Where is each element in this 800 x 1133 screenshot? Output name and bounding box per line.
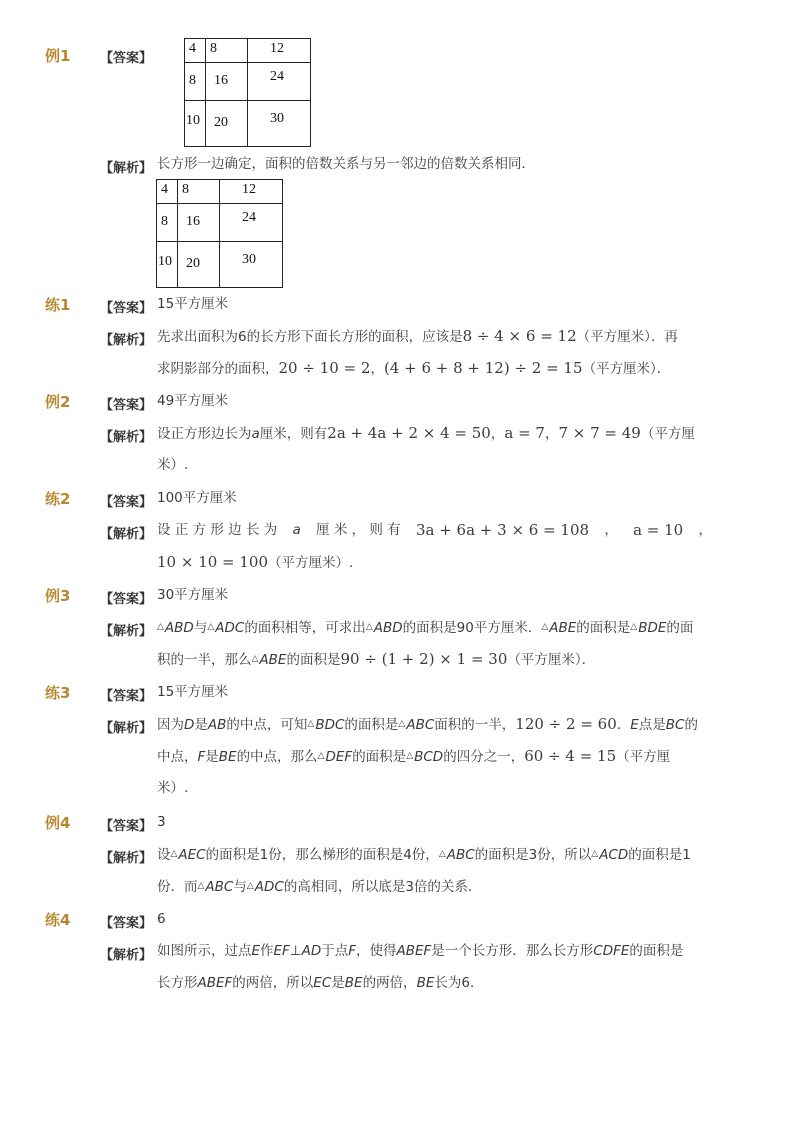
analysis-line: 米）. xyxy=(157,780,189,796)
answer-text: 100平方厘米 xyxy=(157,490,237,506)
triangle-icon: △ xyxy=(197,881,205,891)
analysis-line: 长方形ABEF的两倍，所以EC是BE的两倍，BE长为6． xyxy=(157,975,484,991)
analysis-label: 【解析】 xyxy=(100,527,153,542)
analysis-label: 【解析】 xyxy=(100,161,153,176)
answer-label: 【答案】 xyxy=(100,495,153,510)
answer-text: 30平方厘米 xyxy=(157,587,229,603)
analysis-line: 求阴影部分的面积，20 ÷ 10 = 2，(4 + 6 + 8 + 12) ÷ 2 = 15（平方厘米）． xyxy=(157,359,671,377)
grid-cell: 8 xyxy=(210,41,217,56)
triangle-icon: △ xyxy=(170,849,178,859)
grid-cell: 20 xyxy=(186,256,200,271)
answer-label: 【答案】 xyxy=(100,51,153,66)
grid-cell: 8 xyxy=(189,73,196,88)
analysis-grid xyxy=(156,179,283,288)
answer-label: 【答案】 xyxy=(100,398,153,413)
triangle-icon: △ xyxy=(406,751,414,761)
analysis-line: 中点，F是BE的中点，那么△DEF的面积是△BCD的四分之一，60 ÷ 4 = 15（平方厘 xyxy=(157,747,671,765)
analysis-line: 米）. xyxy=(157,457,189,473)
analysis-line: 设△AEC的面积是1份，那么梯形的面积是4份，△ABC的面积是3份，所以△ACD的面积是1 xyxy=(157,847,691,863)
problem-number: 例3 xyxy=(45,587,71,605)
grid-cell: 24 xyxy=(242,210,256,225)
analysis-line: 因为D是AB的中点，可知△BDC的面积是△ABC面积的一半，120 ÷ 2 = 60．E点是BC的 xyxy=(157,715,698,733)
grid-cell: 30 xyxy=(270,111,284,126)
answer-label: 【答案】 xyxy=(100,301,153,316)
grid-cell: 4 xyxy=(161,182,168,197)
answer-text: 15平方厘米 xyxy=(157,684,229,700)
analysis-label: 【解析】 xyxy=(100,851,153,866)
triangle-icon: △ xyxy=(438,849,446,859)
analysis-line: △ABD与△ADC的面积相等，可求出△ABD的面积是90平方厘米．△ABE的面积是△BDE的面 xyxy=(157,620,694,636)
triangle-icon: △ xyxy=(207,622,215,632)
triangle-icon: △ xyxy=(246,881,254,891)
triangle-icon: △ xyxy=(398,719,406,729)
analysis-line: 如图所示，过点E作EF⊥AD于点F，使得ABEF是一个长方形．那么长方形CDFE的面积是 xyxy=(157,943,684,959)
problem-number: 练1 xyxy=(45,296,71,314)
triangle-icon: △ xyxy=(541,622,549,632)
problem-number: 例4 xyxy=(45,814,71,832)
analysis-label: 【解析】 xyxy=(100,721,153,736)
answer-text: 49平方厘米 xyxy=(157,393,229,409)
grid-cell: 16 xyxy=(186,214,200,229)
triangle-icon: △ xyxy=(591,849,599,859)
analysis-line: 设正方形边长为a厘米，则有2a + 4a + 2 × 4 = 50，a = 7，7 × 7 = 49（平方厘 xyxy=(157,424,695,442)
triangle-icon: △ xyxy=(307,719,315,729)
analysis-label: 【解析】 xyxy=(100,430,153,445)
answer-text: 3 xyxy=(157,814,166,830)
answer-grid xyxy=(184,38,311,147)
triangle-icon: △ xyxy=(157,622,164,632)
triangle-icon: △ xyxy=(365,622,373,632)
grid-cell: 8 xyxy=(161,214,168,229)
answer-label: 【答案】 xyxy=(100,819,153,834)
answer-text: 15平方厘米 xyxy=(157,296,229,312)
grid-cell: 24 xyxy=(270,69,284,84)
triangle-icon: △ xyxy=(630,622,638,632)
answer-text: 6 xyxy=(157,911,166,927)
triangle-icon: △ xyxy=(317,751,325,761)
answer-label: 【答案】 xyxy=(100,916,153,931)
analysis-line: 设 正 方 形 边 长 为 a 厘 米 ， 则 有 3a + 6a + 3 × 6 = 108 ， a = 10 ， xyxy=(157,521,712,539)
grid-cell: 4 xyxy=(189,41,196,56)
grid-cell: 30 xyxy=(242,252,256,267)
grid-cell: 10 xyxy=(186,113,200,128)
grid-cell: 8 xyxy=(182,182,189,197)
analysis-line: 先求出面积为6的长方形下面长方形的面积，应该是8 ÷ 4 × 6 = 12（平方厘米）．再 xyxy=(157,327,678,345)
analysis-line: 份．而△ABC与△ADC的高相同，所以底是3倍的关系． xyxy=(157,879,482,895)
answer-label: 【答案】 xyxy=(100,592,153,607)
analysis-line: 积的一半，那么△ABE的面积是90 ÷ (1 + 2) × 1 = 30（平方厘米）． xyxy=(157,650,596,668)
grid-cell: 10 xyxy=(158,254,172,269)
grid-cell: 16 xyxy=(214,73,228,88)
analysis-label: 【解析】 xyxy=(100,333,153,348)
triangle-icon: △ xyxy=(251,654,259,664)
problem-number: 练3 xyxy=(45,684,71,702)
problem-number: 练2 xyxy=(45,490,71,508)
grid-cell: 20 xyxy=(214,115,228,130)
problem-number: 练4 xyxy=(45,911,71,929)
analysis-label: 【解析】 xyxy=(100,948,153,963)
problem-number: 例2 xyxy=(45,393,71,411)
analysis-text: 长方形一边确定，面积的倍数关系与另一邻边的倍数关系相同． xyxy=(157,156,535,172)
analysis-line: 10 × 10 = 100（平方厘米）. xyxy=(157,553,354,571)
analysis-label: 【解析】 xyxy=(100,624,153,639)
grid-cell: 12 xyxy=(242,182,256,197)
grid-cell: 12 xyxy=(270,41,284,56)
problem-number: 例1 xyxy=(45,47,71,65)
answer-label: 【答案】 xyxy=(100,689,153,704)
